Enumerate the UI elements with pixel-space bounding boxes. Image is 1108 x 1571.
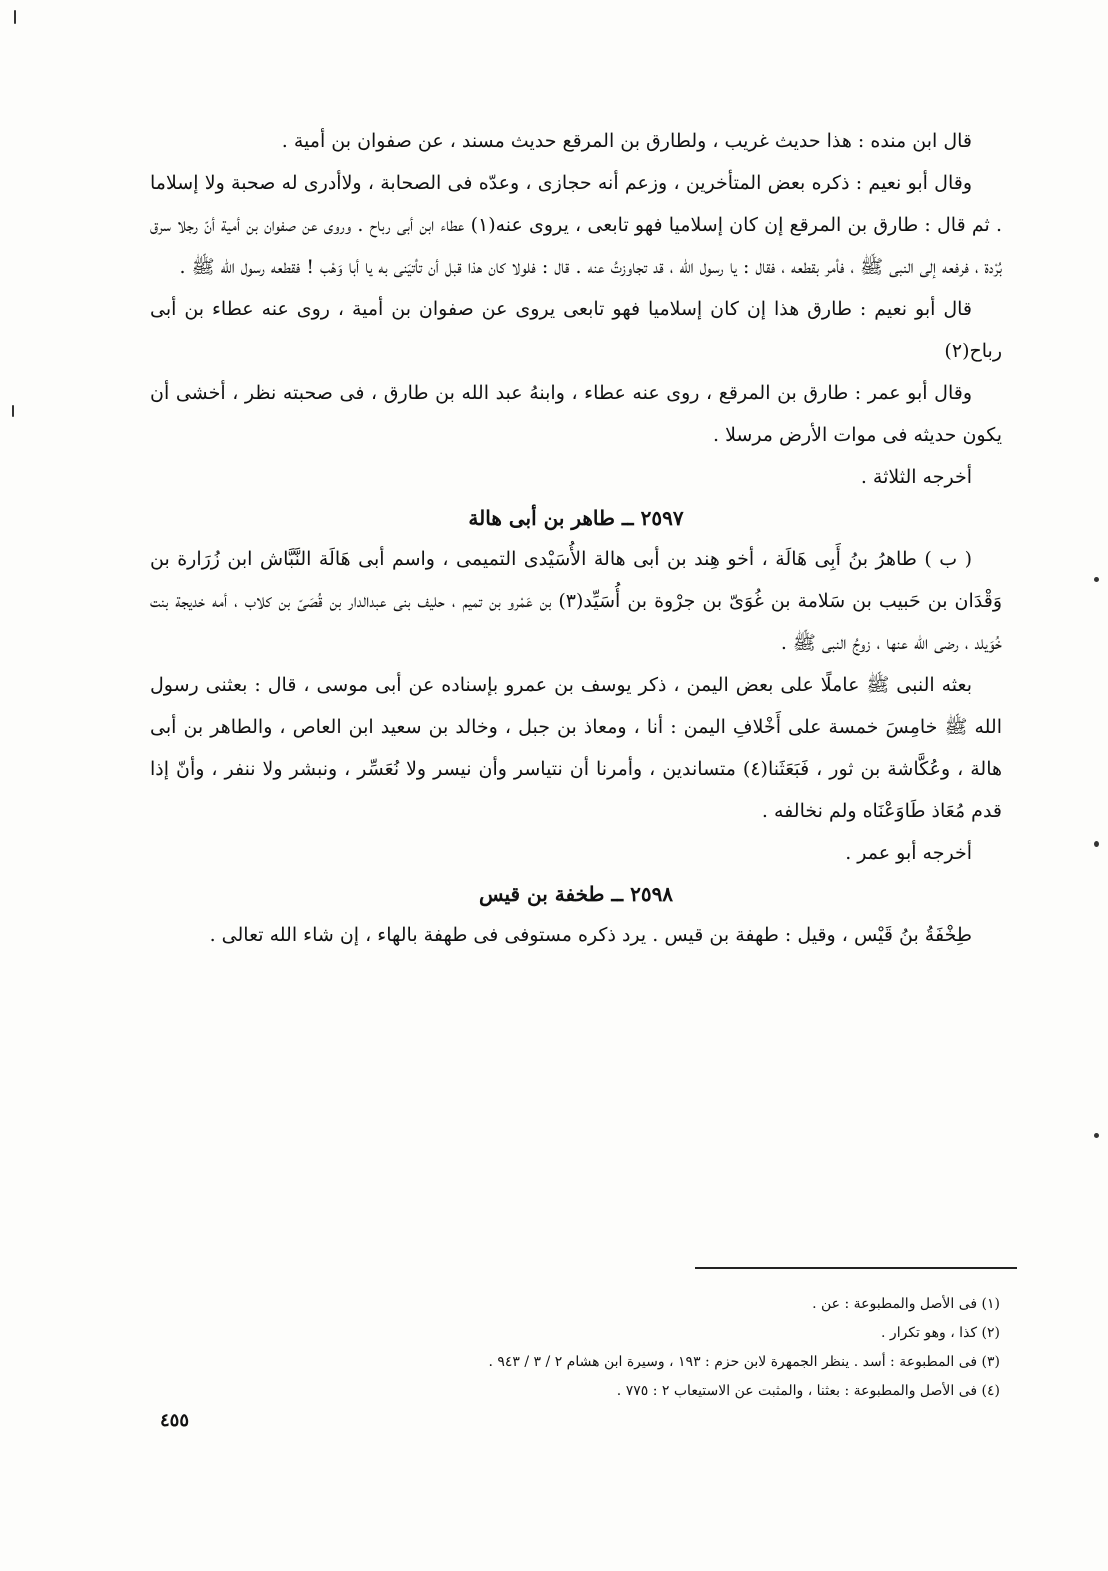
paragraph-akhrajahu-1: أخرجه الثلاثة . bbox=[860, 466, 972, 488]
paragraph-tikhfa: طِخْفَةُ بنُ قَيْس ، وقيل : طهفة بن قيس . يرد ذكره مستوفى فى طهفة بالهاء ، إن شاء الله تعالى . bbox=[209, 924, 972, 946]
scan-speck bbox=[14, 10, 16, 24]
main-text-section-1 bbox=[150, 120, 1002, 956]
scan-speck bbox=[1094, 841, 1099, 847]
footnote-divider bbox=[695, 1267, 1017, 1269]
paragraph-abu-umar: وقال أبو عمر : طارق بن المرقع ، روى عنه عطاء ، وابنهُ عبد الله بن طارق ، فى صحبته نظر ، أخشى أن يكون حديثه فى موات الأرض مرسلا . bbox=[150, 382, 1002, 446]
entry-heading-2597: ٢٥٩٧ ــ طاهر بن أبى هالة bbox=[468, 506, 684, 530]
footnote-4: (٤) فى الأصل والمطبوعة : بعثنا ، والمثبت عن الاستيعاب ٢ : ٧٧٥ . bbox=[616, 1383, 1000, 1399]
footnotes bbox=[360, 1290, 1000, 1406]
paragraph-ibn-mandah: قال ابن منده : هذا حديث غريب ، ولطارق بن المرقع حديث مسند ، عن صفوان بن أمية . bbox=[281, 130, 972, 152]
footnote-2: (٢) كذا ، وهو تكرار . bbox=[881, 1325, 1000, 1341]
scan-speck bbox=[1094, 1133, 1099, 1138]
paragraph-abu-nuaym-2: قال أبو نعيم : طارق هذا إن كان إسلاميا فهو تابعى يروى عن صفوان بن أمية ، روى عنه عطاء بن أبى رباح(٢) bbox=[150, 298, 1002, 362]
scan-speck bbox=[1094, 577, 1099, 582]
paragraph-tahir-intro: ( ب ) طاهرُ بنُ أَبِى هَالَة ، أخو هِند بن أبى هالة الأُسَيْدى التميمى ، واسم أبى هَالَة النَّبَّاش ابن زُرَارة بن وَقْدَان بن حَبيب بن سَلامة بن غُوَىّ بن جرْوة بن أُسَيِّد(٣) بن عَمْرو بن تميم ، حليف بنى عبدالدار بن قُصَىّ بن كلاب ، أمه خديجة بنت خُوَيلد ، رضى الله عنها ، زوجُ النبى ﷺ . bbox=[150, 548, 1003, 654]
page-number: ٤٥٥ bbox=[160, 1410, 190, 1431]
footnote-1: (١) فى الأصل والمطبوعة : عن . bbox=[812, 1296, 1000, 1312]
paragraph-akhrajahu-2: أخرجه أبو عمر . bbox=[845, 842, 972, 864]
entry-heading-2598: ٢٥٩٨ ــ طخفة بن قيس bbox=[478, 882, 674, 906]
footnote-3: (٣) فى المطبوعة : أسد . ينظر الجمهرة لابن حزم : ١٩٣ ، وسيرة ابن هشام ٢ / ٣ / ٩٤٣ . bbox=[488, 1354, 1000, 1370]
paragraph-tahir-yemen: بعثه النبى ﷺ عاملًا على بعض اليمن ، ذكر يوسف بن عمرو بإسناده عن أبى موسى ، قال : بعثنى رسول الله ﷺ خامِسَ خمسة على أَخْلافِ اليمن : أنا ، ومعاذ بن جبل ، وخالد بن سعيد ابن العاص ، والطاهر بن أبى هالة ، وعُكَّاشة بن ثور ، فَبَعَثَنا(٤) متساندين ، وأمرنا أن نتياسر وأن نيسر ولا نُعَسِّر ، ونبشر ولا ننفر ، وأنّ إذا قدم مُعَاذ طَاوَعْنَاه ولم نخالفه . bbox=[150, 674, 1003, 822]
paragraph-abu-nuaym-1: وقال أبو نعيم : ذكره بعض المتأخرين ، وزعم أنه حجازى ، وعدّه فى الصحابة ، ولاأدرى له صحبة ولا إسلاما . ثم قال : طارق بن المرقع إن كان إسلاميا فهو تابعى ، يروى عنه(١) عطاء ابن أبى رباح . وروى عن صفوان بن أمية أنّ رجلا سرق بُرْدة ، فرفعه إلى النبى ﷺ ، فأمر بقطعه ، فقال : يا رسول الله ، قد تجاوزتُ عنه . قال : فلولا كان هذا قبل أن تأتيَنى به يا أبا وَهْب ! فقطعه رسول الله ﷺ . bbox=[150, 172, 1003, 278]
scan-speck bbox=[12, 405, 14, 417]
